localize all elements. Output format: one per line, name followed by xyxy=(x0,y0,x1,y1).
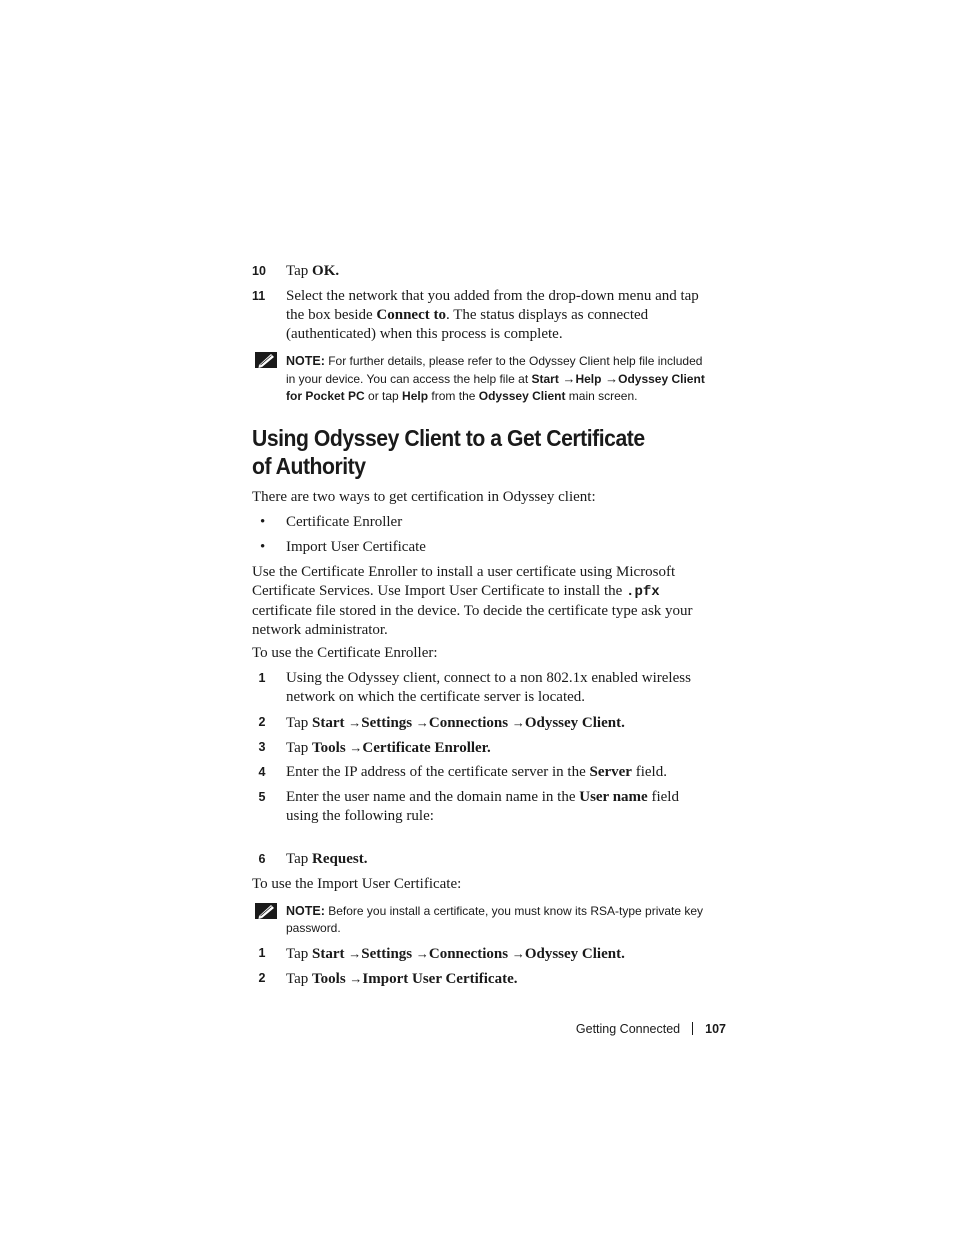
bullet-marker: • xyxy=(260,539,266,555)
enroller-step-5: Enter the user name and the domain name in the User name field using the following rule: xyxy=(286,789,679,824)
note-pencil-icon xyxy=(254,901,278,921)
step-10: Tap OK. xyxy=(286,263,340,279)
step-number: 3 xyxy=(258,740,266,754)
enroller-step-6: Tap Request. xyxy=(286,851,368,867)
step-number: 10 xyxy=(252,264,266,278)
page-footer xyxy=(560,1020,726,1039)
note-pencil-icon xyxy=(254,350,278,370)
bullet-item: Import User Certificate xyxy=(286,539,426,555)
step-11: Select the network that you added from the drop-down menu and tap the box beside Connect to. The status displays as connected (authenticated) when this process is complete. xyxy=(286,288,699,342)
step-number: 2 xyxy=(258,715,266,729)
import-intro: To use the Import User Certificate: xyxy=(252,876,462,892)
page-number: 107 xyxy=(705,1022,726,1036)
note-private-key: NOTE: Before you install a certificate, you must know its RSA-type private key password. xyxy=(286,904,704,935)
step-number: 4 xyxy=(258,765,266,779)
footer-section: Getting Connected xyxy=(575,1022,681,1036)
enroller-step-2: Tap Start →Settings →Connections →Odyssey Client. xyxy=(286,715,625,731)
step-number: 2 xyxy=(258,971,266,985)
import-step-1: Tap Start →Settings →Connections →Odyssey Client. xyxy=(286,946,625,962)
step-number: 1 xyxy=(258,671,266,685)
enroller-step-3: Tap Tools →Certificate Enroller. xyxy=(286,740,491,756)
note-further-details: NOTE: For further details, please refer to the Odyssey Client help file included in your device. You can access the help file at Start →Help →Odyssey Client for Pocket PC or tap Help from the Odyssey Client main screen. xyxy=(286,354,705,403)
import-step-2: Tap Tools →Import User Certificate. xyxy=(286,971,518,987)
description-paragraph: Use the Certificate Enroller to install a user certificate using Microsoft Certificate Services. Use Import User Certificate to install the .pfx certificate file stored in the device. To decide the certificate type ask your network administrator. xyxy=(252,564,693,638)
step-number: 6 xyxy=(258,852,266,866)
section-heading: Using Odyssey Client to a Get Certificate of Authority xyxy=(252,425,645,479)
bullet-item: Certificate Enroller xyxy=(286,514,403,530)
enroller-step-1: Using the Odyssey client, connect to a non 802.1x enabled wireless network on which the certificate server is located. xyxy=(286,670,691,705)
step-number: 5 xyxy=(258,790,266,804)
step-number: 11 xyxy=(252,289,266,303)
intro-text: There are two ways to get certification in Odyssey client: xyxy=(252,489,596,505)
step-number: 1 xyxy=(258,946,266,960)
enroller-step-4: Enter the IP address of the certificate server in the Server field. xyxy=(286,764,667,780)
footer-divider xyxy=(692,1022,693,1035)
enroller-intro: To use the Certificate Enroller: xyxy=(252,645,438,661)
pfx-code: .pfx xyxy=(626,584,660,600)
bullet-marker: • xyxy=(260,514,266,530)
